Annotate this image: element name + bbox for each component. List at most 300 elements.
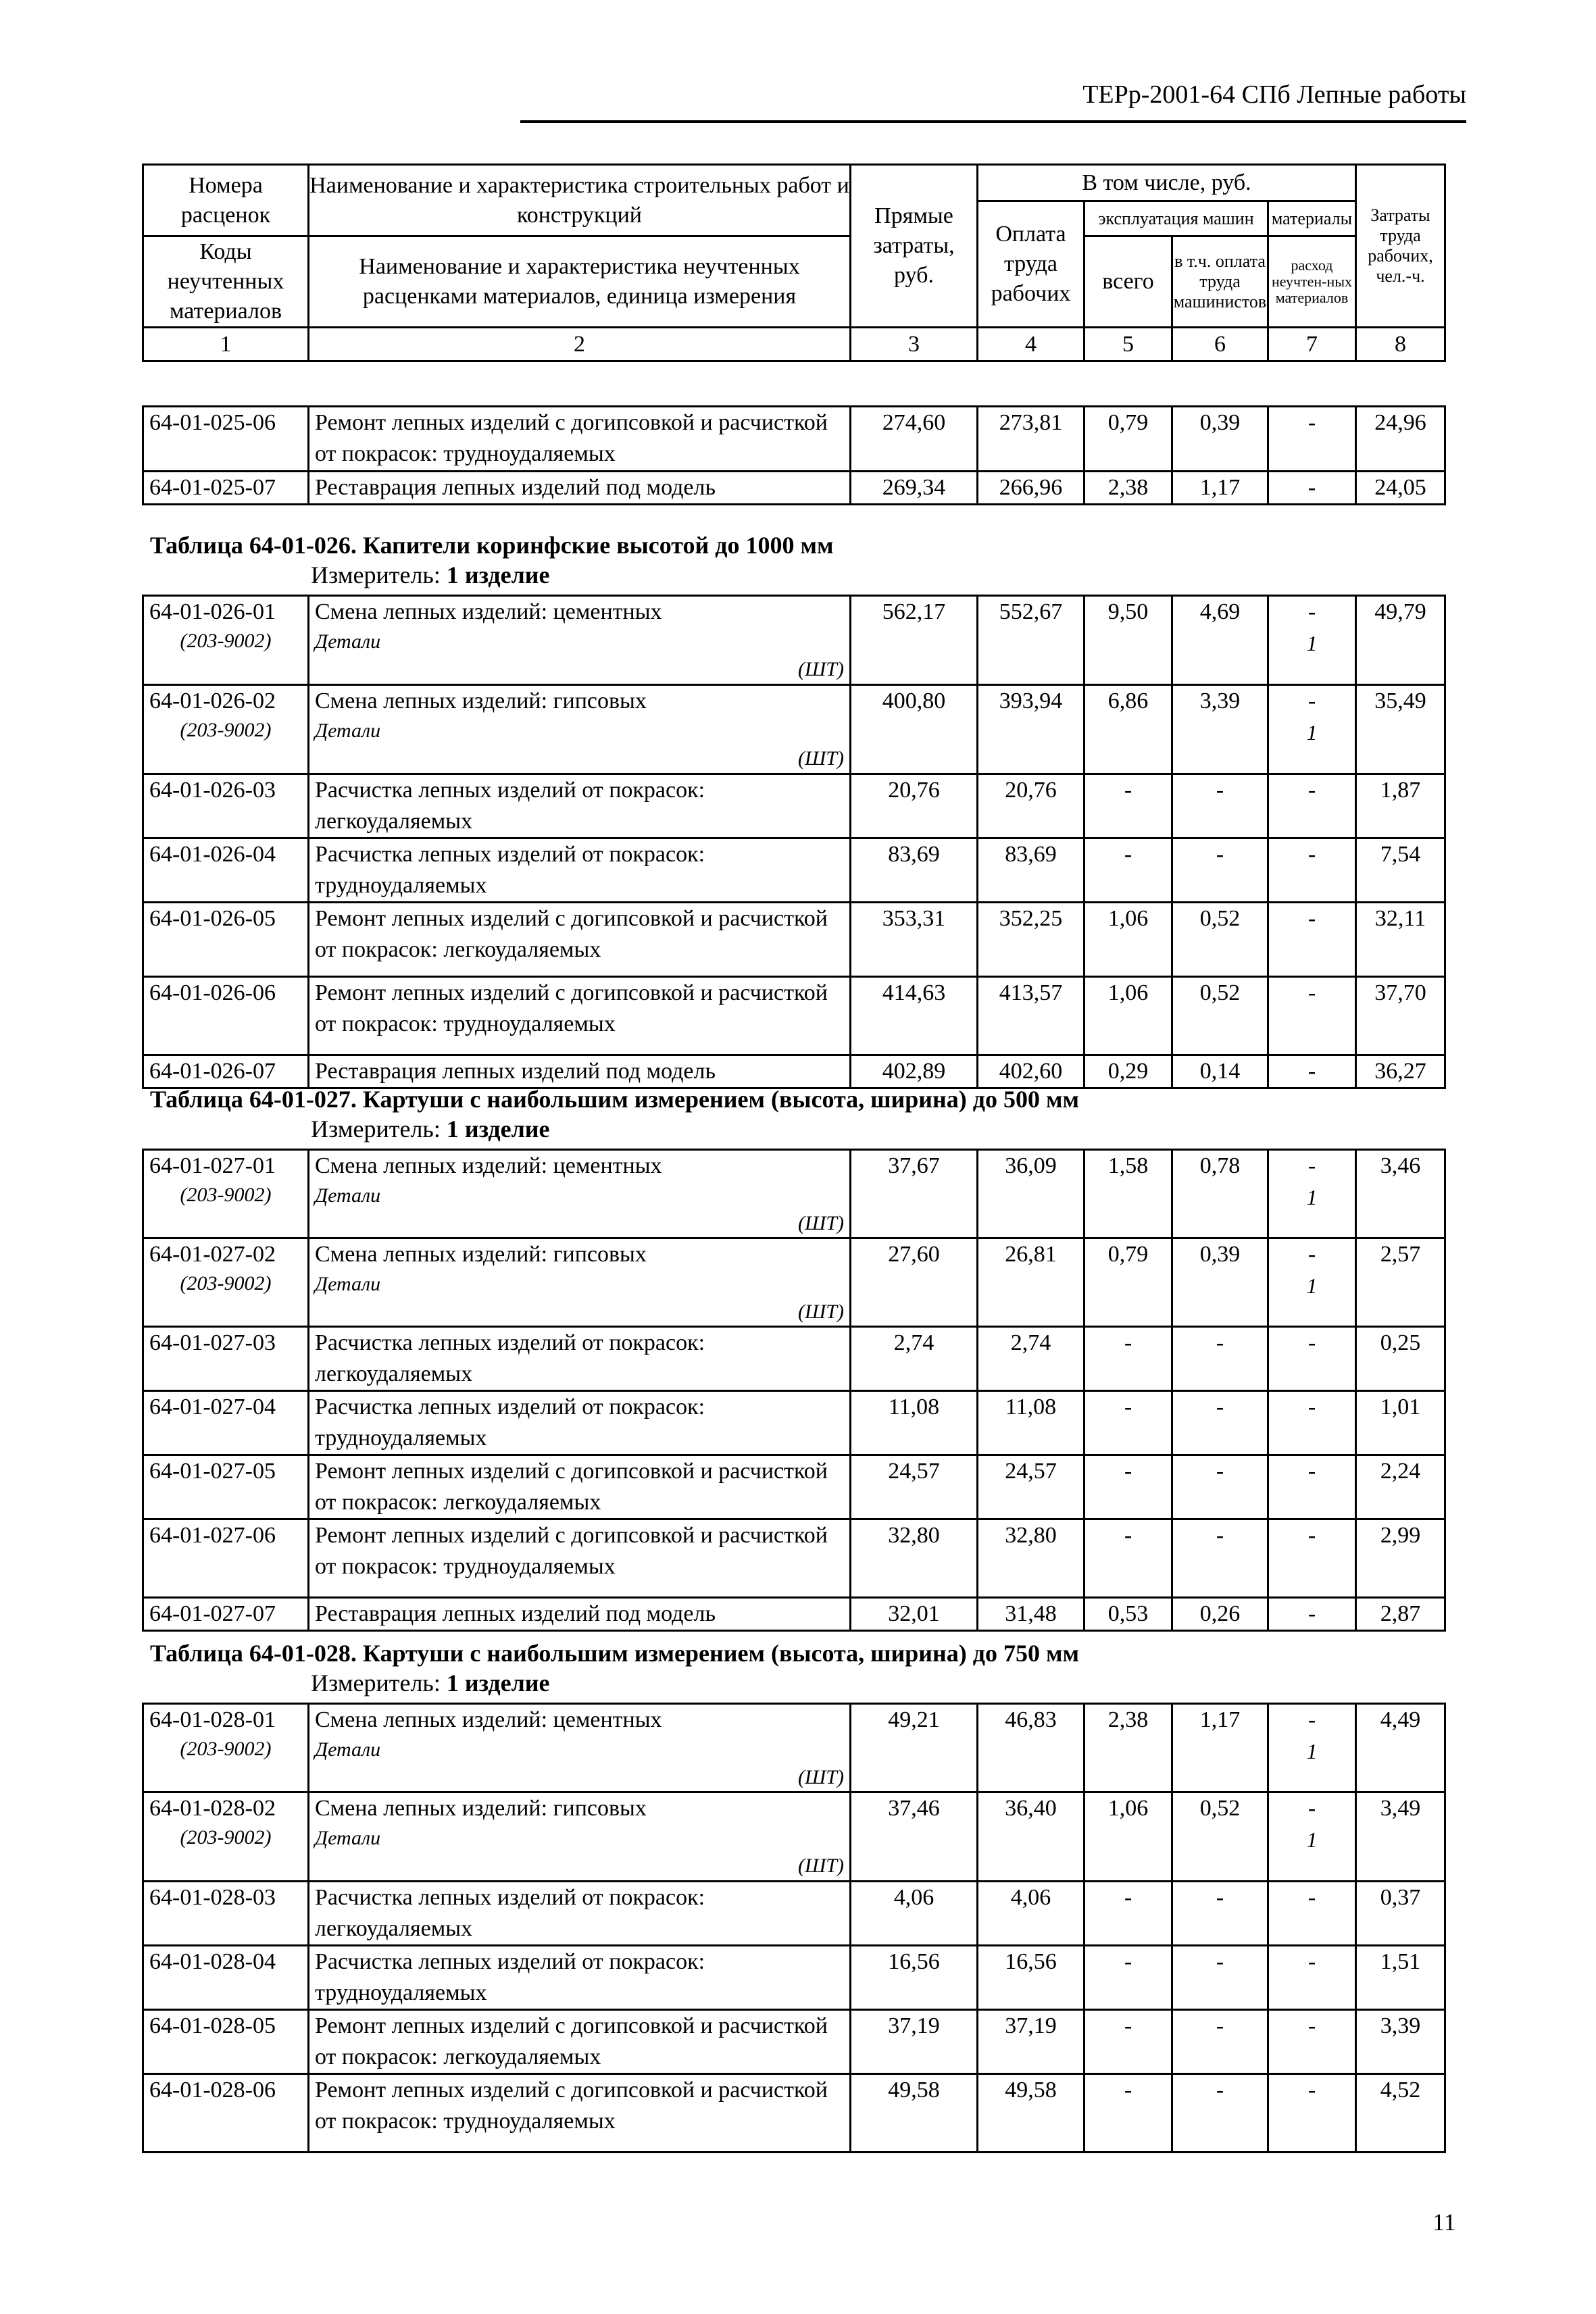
machine-cost: 1,06 <box>1084 1792 1172 1882</box>
work-name <box>309 1056 849 1087</box>
rates-table <box>142 1703 1446 2153</box>
rate-code: 64-01-026-07 <box>149 1059 276 1084</box>
labor-hours: 0,25 <box>1356 1327 1445 1391</box>
rate-code-cell <box>143 1055 309 1088</box>
rate-name-cell <box>309 1598 851 1631</box>
direct-cost: 16,56 <box>851 1946 978 2010</box>
material-cost: - <box>1307 1059 1316 1084</box>
wage-cost: 26,81 <box>978 1238 1084 1327</box>
direct-cost: 37,67 <box>851 1150 978 1238</box>
machine-cost: - <box>1084 1882 1172 1946</box>
work-name-text: Смена лепных изделий: цементных <box>315 1153 662 1178</box>
rate-code-cell <box>143 1455 309 1519</box>
direct-cost: 274,60 <box>851 407 978 472</box>
labor-hours: 1,87 <box>1356 774 1445 838</box>
measure-line <box>311 561 550 589</box>
labor-hours: 3,49 <box>1356 1792 1445 1882</box>
header-mach-total: всего <box>1084 236 1172 328</box>
rate-code: 64-01-025-07 <box>149 475 276 500</box>
table-row <box>143 472 1445 505</box>
rate-code: 64-01-026-06 <box>149 980 276 1005</box>
material-use-cell <box>1268 1055 1356 1088</box>
direct-cost: 32,01 <box>851 1598 978 1631</box>
machine-wage: - <box>1172 1946 1268 2010</box>
material-cost: - <box>1307 1330 1316 1355</box>
table-row <box>143 774 1445 838</box>
table-row <box>143 1455 1445 1519</box>
measure-label: Измеритель: <box>311 1669 441 1696</box>
table-row <box>143 1882 1445 1946</box>
rate-name-cell <box>309 472 851 505</box>
header-rule <box>520 120 1466 123</box>
rate-code-cell <box>143 685 309 774</box>
table-row <box>143 1238 1445 1327</box>
work-name <box>309 903 849 965</box>
material-use-cell <box>1268 407 1356 472</box>
work-name-text: Смена лепных изделий: гипсовых <box>315 688 647 713</box>
work-name-text: Смена лепных изделий: гипсовых <box>315 1242 647 1267</box>
material-name: Детали <box>315 1184 381 1207</box>
material-use-cell <box>1268 774 1356 838</box>
rate-code-cell <box>143 977 309 1055</box>
rate-code: 64-01-026-05 <box>149 906 276 931</box>
material-use-cell <box>1268 1882 1356 1946</box>
material-cost: - <box>1307 1707 1316 1732</box>
material-cost: - <box>1307 1394 1316 1419</box>
machine-wage: - <box>1172 774 1268 838</box>
rate-name-cell <box>309 2074 851 2153</box>
machine-wage: - <box>1172 1391 1268 1455</box>
labor-hours: 3,46 <box>1356 1150 1445 1238</box>
direct-cost: 83,69 <box>851 838 978 903</box>
material-cost: - <box>1307 1601 1316 1626</box>
rates-table <box>142 595 1446 1089</box>
material-use-cell <box>1268 472 1356 505</box>
work-name <box>309 1520 849 1582</box>
wage-cost: 2,74 <box>978 1327 1084 1391</box>
work-name <box>309 2011 849 2073</box>
measure-label: Измеритель: <box>311 1115 441 1142</box>
machine-wage: 0,14 <box>1172 1055 1268 1088</box>
machine-cost: 0,79 <box>1084 1238 1172 1327</box>
rate-code: 64-01-025-06 <box>149 410 276 435</box>
direct-cost: 27,60 <box>851 1238 978 1327</box>
header-num-4: 4 <box>978 328 1084 361</box>
work-name-text: Расчистка лепных изделий от покрасок: легкоудаляемых <box>315 1330 705 1386</box>
machine-wage: 0,39 <box>1172 407 1268 472</box>
header-num-1: 1 <box>143 328 309 361</box>
material-unit: (ШТ) <box>798 747 844 770</box>
work-name <box>309 1151 849 1182</box>
rate-code: 64-01-026-01 <box>149 599 276 624</box>
machine-cost: - <box>1084 1946 1172 2010</box>
rate-code: 64-01-026-03 <box>149 778 276 803</box>
machine-wage: 0,78 <box>1172 1150 1268 1238</box>
rate-code-cell <box>143 1882 309 1946</box>
material-use-cell <box>1268 2010 1356 2074</box>
rate-name-cell <box>309 903 851 977</box>
rate-name-cell <box>309 774 851 838</box>
direct-cost: 24,57 <box>851 1455 978 1519</box>
material-cost: - <box>1307 1523 1316 1548</box>
material-name: Детали <box>315 1273 381 1295</box>
work-name <box>309 597 849 628</box>
material-code: (203-9002) <box>180 1272 272 1294</box>
material-use-cell <box>1268 1704 1356 1792</box>
measure-value: 1 изделие <box>446 561 550 588</box>
wage-cost: 20,76 <box>978 774 1084 838</box>
material-use-cell <box>1268 1150 1356 1238</box>
wage-cost: 16,56 <box>978 1946 1084 2010</box>
material-use-cell <box>1268 838 1356 903</box>
material-name: Детали <box>315 720 381 742</box>
material-cost: - <box>1307 599 1316 624</box>
rate-code-cell <box>143 1238 309 1327</box>
material-cost: - <box>1307 842 1316 867</box>
rate-code: 64-01-028-03 <box>149 1885 276 1910</box>
header-name-materials: Наименование и характеристика неучтенных расценками материалов, единица измерения <box>309 236 851 328</box>
material-cost: - <box>1307 980 1316 1005</box>
machine-cost: 6,86 <box>1084 685 1172 774</box>
wage-cost: 4,06 <box>978 1882 1084 1946</box>
wage-cost: 352,25 <box>978 903 1084 977</box>
direct-cost: 49,21 <box>851 1704 978 1792</box>
rate-name-cell <box>309 1792 851 1882</box>
wage-cost: 46,83 <box>978 1704 1084 1792</box>
labor-hours: 2,99 <box>1356 1519 1445 1598</box>
rate-name-cell <box>309 685 851 774</box>
rate-code: 64-01-028-06 <box>149 2078 276 2103</box>
wage-cost: 31,48 <box>978 1598 1084 1631</box>
work-name <box>309 1946 849 2009</box>
measure-line <box>311 1669 550 1697</box>
direct-cost: 353,31 <box>851 903 978 977</box>
machine-wage: - <box>1172 1519 1268 1598</box>
wage-cost: 393,94 <box>978 685 1084 774</box>
wage-cost: 83,69 <box>978 838 1084 903</box>
material-cost: - <box>1307 1459 1316 1484</box>
table-row <box>143 407 1445 472</box>
material-use-cell <box>1268 1792 1356 1882</box>
rate-name-cell <box>309 1946 851 2010</box>
material-code: (203-9002) <box>180 1826 272 1848</box>
work-name <box>309 1793 849 1824</box>
measure-line <box>311 1115 550 1143</box>
rate-name-cell <box>309 1238 851 1327</box>
wage-cost: 36,09 <box>978 1150 1084 1238</box>
labor-hours: 37,70 <box>1356 977 1445 1055</box>
rate-code: 64-01-027-04 <box>149 1394 276 1419</box>
header-group: В том числе, руб. <box>978 165 1356 201</box>
rate-name-cell <box>309 407 851 472</box>
machine-cost: 1,06 <box>1084 977 1172 1055</box>
material-use-cell <box>1268 685 1356 774</box>
work-name <box>309 472 849 503</box>
machine-wage: 0,26 <box>1172 1598 1268 1631</box>
header-direct: Прямые затраты, руб. <box>851 165 978 328</box>
table-caption: Таблица 64-01-026. Капители коринфские высотой до 1000 мм <box>150 532 834 559</box>
material-quantity: 1 <box>1306 1274 1318 1298</box>
machine-wage: 4,69 <box>1172 596 1268 685</box>
rate-code: 64-01-028-02 <box>149 1796 276 1821</box>
material-code: (203-9002) <box>180 1184 272 1206</box>
machine-wage: 3,39 <box>1172 685 1268 774</box>
rate-code-cell <box>143 1327 309 1391</box>
labor-hours: 3,39 <box>1356 2010 1445 2074</box>
rate-name-cell <box>309 2010 851 2074</box>
rate-code-cell <box>143 472 309 505</box>
work-name-text: Реставрация лепных изделий под модель <box>315 475 716 500</box>
work-name-text: Ремонт лепных изделий с догипсовкой и расчисткой от покрасок: трудноудаляемых <box>315 1523 828 1579</box>
rate-code-cell <box>143 1598 309 1631</box>
direct-cost: 2,74 <box>851 1327 978 1391</box>
machine-cost: 2,38 <box>1084 1704 1172 1792</box>
machine-wage: 0,52 <box>1172 1792 1268 1882</box>
header-num-6: 6 <box>1172 328 1268 361</box>
material-unit: (ШТ) <box>798 658 844 680</box>
wage-cost: 49,58 <box>978 2074 1084 2153</box>
material-unit: (ШТ) <box>798 1766 844 1788</box>
rate-name-cell <box>309 1327 851 1391</box>
machine-cost: 0,79 <box>1084 407 1172 472</box>
work-name <box>309 978 849 1040</box>
material-use-cell <box>1268 1327 1356 1391</box>
header-num-7: 7 <box>1268 328 1356 361</box>
machine-wage: - <box>1172 838 1268 903</box>
machine-cost: - <box>1084 1391 1172 1455</box>
measure-value: 1 изделие <box>446 1115 550 1142</box>
work-name <box>309 1456 849 1518</box>
header-mat-use: расход неучтен-ных материалов <box>1268 236 1356 328</box>
header-code: Номера расценок <box>143 165 309 236</box>
work-name-text: Ремонт лепных изделий с догипсовкой и расчисткой от покрасок: легкоудаляемых <box>315 2013 828 2069</box>
wage-cost: 36,40 <box>978 1792 1084 1882</box>
table-row <box>143 1792 1445 1882</box>
wage-cost: 402,60 <box>978 1055 1084 1088</box>
work-name-text: Ремонт лепных изделий с догипсовкой и расчисткой от покрасок: трудноудаляемых <box>315 980 828 1036</box>
rate-code-cell <box>143 1946 309 2010</box>
measure-label: Измеритель: <box>311 561 441 588</box>
rate-code-cell <box>143 407 309 472</box>
material-name: Детали <box>315 1738 381 1761</box>
labor-hours: 36,27 <box>1356 1055 1445 1088</box>
labor-hours: 0,37 <box>1356 1882 1445 1946</box>
material-cost: - <box>1307 906 1316 931</box>
labor-hours: 49,79 <box>1356 596 1445 685</box>
work-name <box>309 1599 849 1630</box>
material-unit: (ШТ) <box>798 1301 844 1323</box>
header-mach-wage: в т.ч. оплата труда машинистов <box>1172 236 1268 328</box>
work-name-text: Расчистка лепных изделий от покрасок: легкоудаляемых <box>315 778 705 834</box>
table-row <box>143 1946 1445 2010</box>
material-cost: - <box>1307 410 1316 435</box>
rates-table <box>142 1149 1446 1632</box>
machine-cost: 1,58 <box>1084 1150 1172 1238</box>
header-materials: материалы <box>1268 201 1356 236</box>
material-quantity: 1 <box>1306 1739 1318 1763</box>
work-name <box>309 1392 849 1454</box>
header-name: Наименование и характеристика строительных работ и конструкций <box>309 165 851 236</box>
rate-code: 64-01-027-03 <box>149 1330 276 1355</box>
work-name-text: Реставрация лепных изделий под модель <box>315 1059 716 1084</box>
material-cost: - <box>1307 475 1316 500</box>
rate-code-cell <box>143 1792 309 1882</box>
direct-cost: 4,06 <box>851 1882 978 1946</box>
material-cost: - <box>1307 1242 1316 1267</box>
work-name-text: Смена лепных изделий: цементных <box>315 599 662 624</box>
machine-wage: - <box>1172 1327 1268 1391</box>
rate-name-cell <box>309 1455 851 1519</box>
work-name <box>309 775 849 837</box>
rate-name-cell <box>309 596 851 685</box>
table-row <box>143 1391 1445 1455</box>
material-cost: - <box>1307 2078 1316 2103</box>
wage-cost: 413,57 <box>978 977 1084 1055</box>
direct-cost: 400,80 <box>851 685 978 774</box>
labor-hours: 32,11 <box>1356 903 1445 977</box>
work-name-text: Ремонт лепных изделий с догипсовкой и расчисткой от покрасок: легкоудаляемых <box>315 906 828 962</box>
material-quantity: 1 <box>1306 1185 1318 1209</box>
work-name-text: Ремонт лепных изделий с догипсовкой и расчисткой от покрасок: трудноудаляемых <box>315 2078 828 2134</box>
rate-code-cell <box>143 838 309 903</box>
direct-cost: 49,58 <box>851 2074 978 2153</box>
material-name: Детали <box>315 1827 381 1849</box>
table-row <box>143 838 1445 903</box>
material-use-cell <box>1268 1598 1356 1631</box>
wage-cost: 32,80 <box>978 1519 1084 1598</box>
rate-code-cell <box>143 1150 309 1238</box>
machine-cost: - <box>1084 774 1172 838</box>
rate-code-cell <box>143 1519 309 1598</box>
table-row <box>143 977 1445 1055</box>
material-cost: - <box>1307 1153 1316 1178</box>
work-name-text: Ремонт лепных изделий с догипсовкой и расчисткой от покрасок: трудноудаляемых <box>315 410 828 466</box>
table-row <box>143 685 1445 774</box>
labor-hours: 2,87 <box>1356 1598 1445 1631</box>
rate-code: 64-01-028-05 <box>149 2013 276 2038</box>
labor-hours: 1,51 <box>1356 1946 1445 2010</box>
material-cost: - <box>1307 2013 1316 2038</box>
rate-code-cell <box>143 2074 309 2153</box>
wage-cost: 273,81 <box>978 407 1084 472</box>
material-cost: - <box>1307 778 1316 803</box>
rate-name-cell <box>309 838 851 903</box>
work-name-text: Расчистка лепных изделий от покрасок: трудноудаляемых <box>315 842 705 898</box>
work-name-text: Расчистка лепных изделий от покрасок: трудноудаляемых <box>315 1394 705 1451</box>
wage-cost: 37,19 <box>978 2010 1084 2074</box>
material-use-cell <box>1268 1238 1356 1327</box>
work-name <box>309 839 849 901</box>
header-machines: эксплуатация машин <box>1084 201 1268 236</box>
header-labor: Затраты труда рабочих, чел.-ч. <box>1356 165 1445 328</box>
work-name-text: Расчистка лепных изделий от покрасок: легкоудаляемых <box>315 1885 705 1941</box>
machine-wage: 0,52 <box>1172 977 1268 1055</box>
work-name <box>309 407 849 470</box>
material-unit: (ШТ) <box>798 1855 844 1877</box>
rate-name-cell <box>309 1704 851 1792</box>
material-use-cell <box>1268 1391 1356 1455</box>
rate-name-cell <box>309 1150 851 1238</box>
machine-cost: - <box>1084 2074 1172 2153</box>
direct-cost: 562,17 <box>851 596 978 685</box>
direct-cost: 37,19 <box>851 2010 978 2074</box>
labor-hours: 35,49 <box>1356 685 1445 774</box>
rates-table <box>142 405 1446 505</box>
header-wage: Оплата труда рабочих <box>978 201 1084 328</box>
machine-cost: - <box>1084 838 1172 903</box>
labor-hours: 1,01 <box>1356 1391 1445 1455</box>
work-name <box>309 1239 849 1270</box>
labor-hours: 4,52 <box>1356 2074 1445 2153</box>
labor-hours: 7,54 <box>1356 838 1445 903</box>
rate-code: 64-01-028-01 <box>149 1707 276 1732</box>
machine-cost: 0,53 <box>1084 1598 1172 1631</box>
direct-cost: 37,46 <box>851 1792 978 1882</box>
material-cost: - <box>1307 688 1316 713</box>
column-header-table <box>142 164 1446 362</box>
header-code-materials: Коды неучтенных материалов <box>143 236 309 328</box>
machine-cost: 1,06 <box>1084 903 1172 977</box>
header-num-3: 3 <box>851 328 978 361</box>
machine-wage: - <box>1172 2074 1268 2153</box>
rate-code: 64-01-027-05 <box>149 1459 276 1484</box>
wage-cost: 552,67 <box>978 596 1084 685</box>
material-cost: - <box>1307 1949 1316 1974</box>
table-row <box>143 1150 1445 1238</box>
machine-wage: 1,17 <box>1172 472 1268 505</box>
work-name-text: Расчистка лепных изделий от покрасок: трудноудаляемых <box>315 1949 705 2005</box>
rate-code: 64-01-026-04 <box>149 842 276 867</box>
work-name <box>309 1328 849 1390</box>
rate-code-cell <box>143 1704 309 1792</box>
rate-name-cell <box>309 1055 851 1088</box>
machine-wage: - <box>1172 1882 1268 1946</box>
table-row <box>143 1704 1445 1792</box>
direct-cost: 32,80 <box>851 1519 978 1598</box>
table-row <box>143 903 1445 977</box>
material-use-cell <box>1268 1946 1356 2010</box>
rate-code: 64-01-027-02 <box>149 1242 276 1267</box>
work-name-text: Смена лепных изделий: гипсовых <box>315 1796 647 1821</box>
material-use-cell <box>1268 1519 1356 1598</box>
table-row <box>143 1519 1445 1598</box>
table-row <box>143 2074 1445 2153</box>
material-use-cell <box>1268 2074 1356 2153</box>
page-number: 11 <box>1432 2209 1456 2236</box>
rate-name-cell <box>309 1882 851 1946</box>
direct-cost: 414,63 <box>851 977 978 1055</box>
work-name-text: Смена лепных изделий: цементных <box>315 1707 662 1732</box>
material-use-cell <box>1268 977 1356 1055</box>
machine-cost: 9,50 <box>1084 596 1172 685</box>
rate-code: 64-01-027-01 <box>149 1153 276 1178</box>
material-quantity: 1 <box>1306 720 1318 745</box>
labor-hours: 24,05 <box>1356 472 1445 505</box>
machine-cost: - <box>1084 1327 1172 1391</box>
wage-cost: 11,08 <box>978 1391 1084 1455</box>
work-name <box>309 2075 849 2137</box>
machine-cost: - <box>1084 1519 1172 1598</box>
material-code: (203-9002) <box>180 1738 272 1760</box>
work-name <box>309 1882 849 1944</box>
material-quantity: 1 <box>1306 1828 1318 1852</box>
material-use-cell <box>1268 903 1356 977</box>
rate-code-cell <box>143 903 309 977</box>
material-unit: (ШТ) <box>798 1212 844 1234</box>
machine-wage: 0,39 <box>1172 1238 1268 1327</box>
labor-hours: 2,57 <box>1356 1238 1445 1327</box>
material-cost: - <box>1307 1885 1316 1910</box>
